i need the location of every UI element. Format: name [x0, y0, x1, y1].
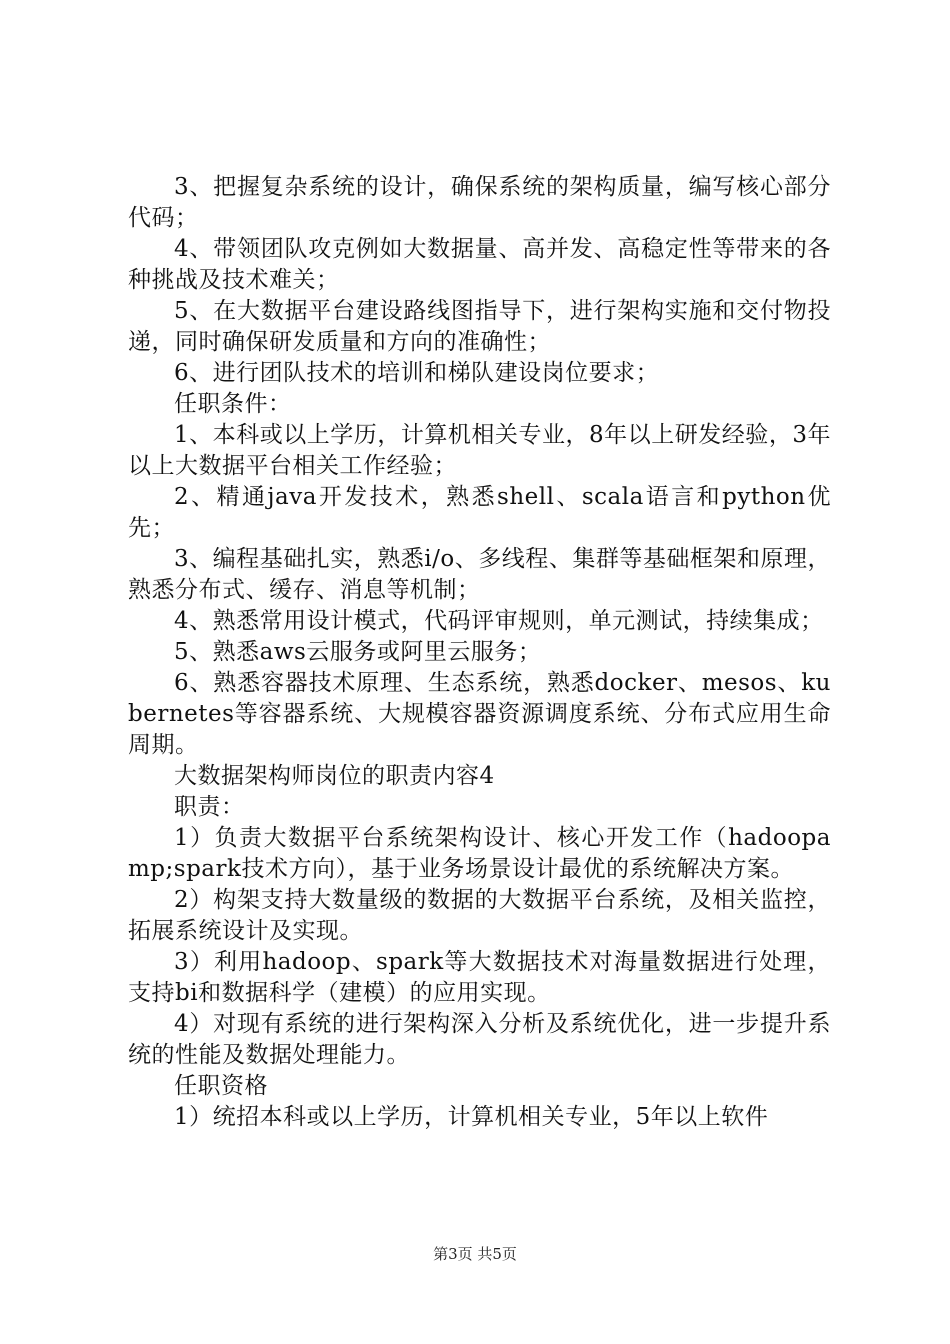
paragraph-duty-item-1: 1）负责大数据平台系统架构设计、核心开发工作（hadoopamp;spark技术方向），基于业务场景设计最优的系统解决方案。 — [128, 825, 831, 882]
paragraph-requirement-4: 4、熟悉常用设计模式，代码评审规则，单元测试，持续集成； — [174, 608, 824, 634]
paragraph-requirement-5: 5、熟悉aws云服务或阿里云服务； — [174, 639, 542, 665]
paragraph-duty-4: 4、带领团队攻克例如大数据量、高并发、高稳定性等带来的各种挑战及技术难关； — [128, 236, 831, 293]
section-heading-qualifications: 任职资格 — [174, 1073, 268, 1099]
document-body — [128, 172, 831, 1133]
paragraph-duty-5: 5、在大数据平台建设路线图指导下，进行架构实施和交付物投递，同时确保研发质量和方向的准确性； — [128, 298, 831, 355]
paragraph-requirement-6: 6、熟悉容器技术原理、生态系统，熟悉docker、mesos、kubernetes等容器系统、大规模容器资源调度系统、分布式应用生命周期。 — [128, 670, 831, 758]
paragraph-duty-3: 3、把握复杂系统的设计，确保系统的架构质量，编写核心部分代码； — [128, 174, 831, 231]
section-heading-duties: 职责： — [174, 794, 245, 820]
paragraph-requirement-1: 1、本科或以上学历，计算机相关专业，8年以上研发经验，3年以上大数据平台相关工作经验； — [128, 422, 831, 479]
paragraph-duty-item-3: 3）利用hadoop、spark等大数据技术对海量数据进行处理，支持bi和数据科学（建模）的应用实现。 — [128, 949, 831, 1006]
page-number-label: 第3页 共5页 — [433, 1245, 517, 1263]
paragraph-duty-item-2: 2）构架支持大数量级的数据的大数据平台系统，及相关监控，拓展系统设计及实现。 — [128, 887, 831, 944]
section-heading-requirements: 任职条件： — [174, 391, 292, 417]
paragraph-requirement-2: 2、精通java开发技术，熟悉shell、scala语言和python优先； — [128, 484, 831, 541]
paragraph-requirement-3: 3、编程基础扎实，熟悉i/o、多线程、集群等基础框架和原理，熟悉分布式、缓存、消息等机制； — [128, 546, 831, 603]
paragraph-qualification-1: 1）统招本科或以上学历，计算机相关专业，5年以上软件 — [174, 1104, 769, 1130]
paragraph-duty-item-4: 4）对现有系统的进行架构深入分析及系统优化，进一步提升系统的性能及数据处理能力。 — [128, 1011, 831, 1068]
paragraph-duty-6: 6、进行团队技术的培训和梯队建设岗位要求； — [174, 360, 660, 386]
page-footer — [0, 1244, 950, 1264]
section-heading-content-4: 大数据架构师岗位的职责内容4 — [174, 763, 495, 789]
